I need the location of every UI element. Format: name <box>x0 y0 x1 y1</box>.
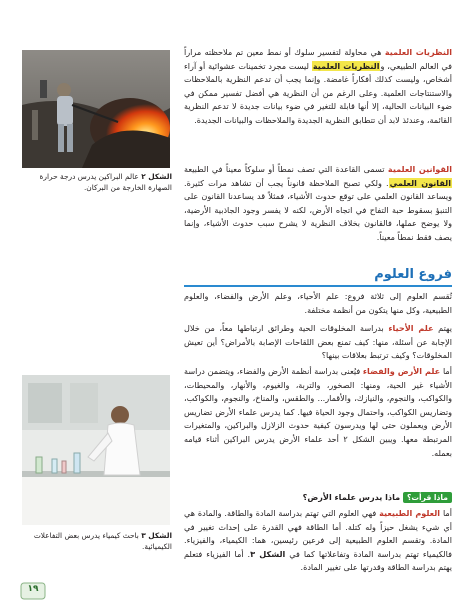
figure2-caption <box>22 171 172 193</box>
laws-text-a: تسمى القاعدة التي تصف نمطاً أو سلوكاً معيناً في الطبيعة <box>184 164 388 174</box>
physical-science-term: العلوم الطبيعية <box>379 508 441 518</box>
biology-text-a: يهتم <box>433 323 452 333</box>
theories-highlight: النظريات العلمية <box>312 60 380 71</box>
laws-term: القوانين العلمية <box>387 164 452 174</box>
page-number-box <box>20 582 46 600</box>
earth-text-a: أما <box>440 366 452 376</box>
reading-check <box>303 492 452 503</box>
section-heading-rule <box>184 285 452 287</box>
branches-intro-text: تُقسم العلوم إلى ثلاثة فروع: علم الأحياء، وعلم الأرض والفضاء، والعلوم الطبيعية، وكل منها يتكون من أنظمة مختلفة. <box>184 291 452 315</box>
physical-text-c: . أما الفيزياء فتعلم يهتم بدراسة الطاقة وقدرتها على تغيير المادة. <box>184 548 452 573</box>
figure3-reference: الشكل ٣ <box>250 548 286 559</box>
figure2-caption-text: عالم البراكين يدرس درجة حرارة الصهارة الخارجة من البركان. <box>39 172 172 192</box>
physical-science-paragraph <box>184 507 452 575</box>
figure3-label: الشكل ٣ <box>141 531 172 540</box>
figure3-caption-text: باحث كيمياء يدرس بعض التفاعلات الكيميائية. <box>33 531 172 551</box>
figure3-caption <box>22 530 172 552</box>
biology-term: علم الأحياء <box>388 323 434 333</box>
earth-space-paragraph <box>184 365 452 460</box>
theories-text-b: ليست مجرد تخمينات عشوائية أو آراء أشخاص، وليست كذلك أفكاراً غامضة. وإنما يجب أن تدعم النظرية بالملاحظات والاستنتاجات العلمية. وعلى الرغم من أن النظرية هي أفضل تفسير ممكن في ضوء البيانات الحالية، إلا أنها قابلة للتغير في ضوء بيانات جديدة لا تدعم النظرية القائمة، وعندئذ لابد أن تتطابق النظرية الجديدة والملاحظات والبيانات الجديدة. <box>184 60 452 125</box>
earth-text-b: فيُعنى بدراسة أنظمة الأرض والفضاء، ويتضمن دراسة الأشياء غير الحية، ومنها: الصخور، والتربة، والغيوم، والأنهار، والمحيطات، والكواكب، والنجوم، والنيازك، والأقمار... والطقس، والمناخ، والنجوم، والكواكب، وتضاريس الكواكب، واحتمال وجود الحياة فيها. كما يدرس علماء الأرض تضاريس الأرض ويعملون حتى لها ويدرسون كيفية حدوث الزلازل والبراكين، والمتغيرات المرتبطة معها. ويبين الشكل ٢ أحد علماء الأرض يدرس البراكين أثناء قيامه بعمله. <box>184 366 452 458</box>
chemist-photo <box>22 375 170 525</box>
physical-text-b: فهي العلوم التي تهتم بدراسة المادة والطاقة. والمادة هي أي شيء يشغل حيزاً وله كتلة. أما الطاقة فهي القدرة على إحداث تغيير في المادة. وتقسم العلوم الطبيعية إلى فرعين رئيسين، هما: الكيمياء، والفيزياء. فالكيمياء تهتم بدراسة المادة وتفاعلاتها كما في <box>184 508 452 559</box>
branches-intro <box>184 290 452 317</box>
reading-check-question: ماذا يدرس علماء الأرض؟ <box>302 492 401 502</box>
laws-paragraph <box>184 163 452 245</box>
page-number: ١٩ <box>27 584 39 594</box>
laws-text-b: . ولكي تصبح الملاحظة قانوناً يجب أن تشاهد مرات كثيرة. ويساعد القانون العلمي على توقع حدوث الأشياء، فمثلاً قد يساعدنا القانون على التنبؤ بسقوط حبة التفاح في اتجاه الأرض، لكنه لا يفسر وجود الجاذبية الأرضية، ولا يوضح عملها، فالقانون بخلاف النظرية لا يشرح سبب حدوث الأشياء، وإنما يصف فقط نمطاً معيناً. <box>184 177 452 242</box>
theories-text-a: هي محاولة لتفسير سلوك أو نمط معين تم ملاحظته مراراً في العالم الطبيعي، و <box>184 47 452 71</box>
section-heading: فروع العلوم <box>374 267 452 282</box>
theories-paragraph <box>184 46 452 128</box>
biology-paragraph <box>184 322 452 363</box>
volcanologist-photo <box>22 50 170 168</box>
figure2-label: الشكل ٢ <box>141 172 172 181</box>
reading-check-label: ماذا قرأت؟ <box>403 492 452 503</box>
biology-text-b: بدراسة المخلوقات الحية وطرائق ارتباطها معاً، من خلال الإجابة عن أسئلة، منها: كيف تمنع بعض اللقاحات الإصابة بالأمراض؟ أين تعيش المخلوقات؟ وكيف ترتبط بعلاقات بينها؟ <box>184 323 452 361</box>
theories-term: النظريات العلمية <box>384 47 453 57</box>
laws-highlight: القانون العلمي <box>389 177 451 188</box>
physical-text-a: أما <box>440 508 452 518</box>
earth-space-term: علم الأرض والفضاء <box>362 366 441 376</box>
